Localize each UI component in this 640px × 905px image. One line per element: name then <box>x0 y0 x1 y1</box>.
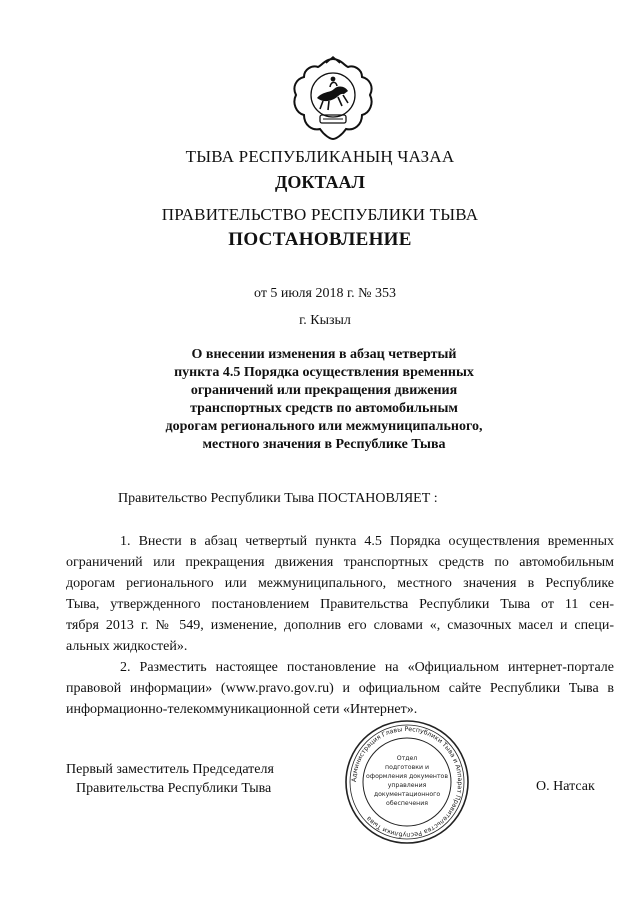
svg-text:подготовки и: подготовки и <box>385 764 429 771</box>
doc-type: ПОСТАНОВЛЕНИЕ <box>228 229 412 250</box>
signatory-position-line: Правительства Республики Тыва <box>76 781 272 796</box>
doc-type-tuvan: ДОКТААЛ <box>275 172 365 192</box>
document-city: г. Кызыл <box>299 313 351 328</box>
title-line: О внесении изменения в абзац четвертый <box>191 347 457 362</box>
paragraph-1-line: ограничений или прекращения движения транспортных средств по автомобильным <box>66 555 614 570</box>
svg-text:управления: управления <box>387 782 427 789</box>
paragraph-1-line: тября 2013 г. № 549, изменение, дополнив его словами «, смазочных масел и специ- <box>66 618 614 633</box>
paragraph-1-line: Тыва, утвержденного постановлением Правительства Республики Тыва от 11 сен- <box>66 597 614 612</box>
paragraph-1-line: альных жидкостей». <box>66 639 188 654</box>
paragraph-2-line: 2. Разместить настоящее постановление на «Официальном интернет-портале <box>120 660 614 675</box>
signatory-name: О. Натсак <box>536 779 595 794</box>
republic-name-tuvan: ТЫВА РЕСПУБЛИКАНЫҢ ЧАЗАА <box>185 147 455 166</box>
signatory-position-line: Первый заместитель Председателя <box>66 762 274 777</box>
title-line: пункта 4.5 Порядка осуществления временных <box>174 365 474 380</box>
title-line: местного значения в Республике Тыва <box>202 437 446 452</box>
paragraph-1-line: 1. Внести в абзац четвертый пункта 4.5 Порядка осуществления временных <box>120 534 614 549</box>
document-date: от 5 июля 2018 г. № 353 <box>254 286 396 301</box>
resolution-intro: Правительство Республики Тыва ПОСТАНОВЛЯЕТ : <box>118 491 438 506</box>
title-line: ограничений или прекращения движения <box>190 383 458 398</box>
official-stamp-seal <box>343 718 471 846</box>
svg-text:обеспечения: обеспечения <box>386 800 428 807</box>
title-line: дорогам регионального или межмуниципального, <box>165 419 483 434</box>
signatory-position <box>66 760 274 798</box>
svg-text:Отдел: Отдел <box>396 755 418 762</box>
government-name: ПРАВИТЕЛЬСТВО РЕСПУБЛИКИ ТЫВА <box>161 205 479 224</box>
paragraph-2-line: правовой информации» (www.pravo.gov.ru) и официальном сайте Республики Тыва в <box>66 681 614 696</box>
svg-text:документационного: документационного <box>373 791 441 798</box>
paragraph-2-line: информационно-телекоммуникационной сети «Интернет». <box>66 702 418 717</box>
title-line: транспортных средств по автомобильным <box>190 401 458 416</box>
document-title <box>100 346 548 454</box>
paragraph-1-line: дорогам регионального или межмуниципального, местного значения в Республике <box>66 576 614 591</box>
svg-text:оформления документов: оформления документов <box>366 773 448 780</box>
coat-of-arms-emblem <box>290 55 376 141</box>
svg-text:Администрация Главы Республики: Администрация Главы Республики Тыва и Аппарат Правительства Республики Тыва <box>350 725 464 839</box>
